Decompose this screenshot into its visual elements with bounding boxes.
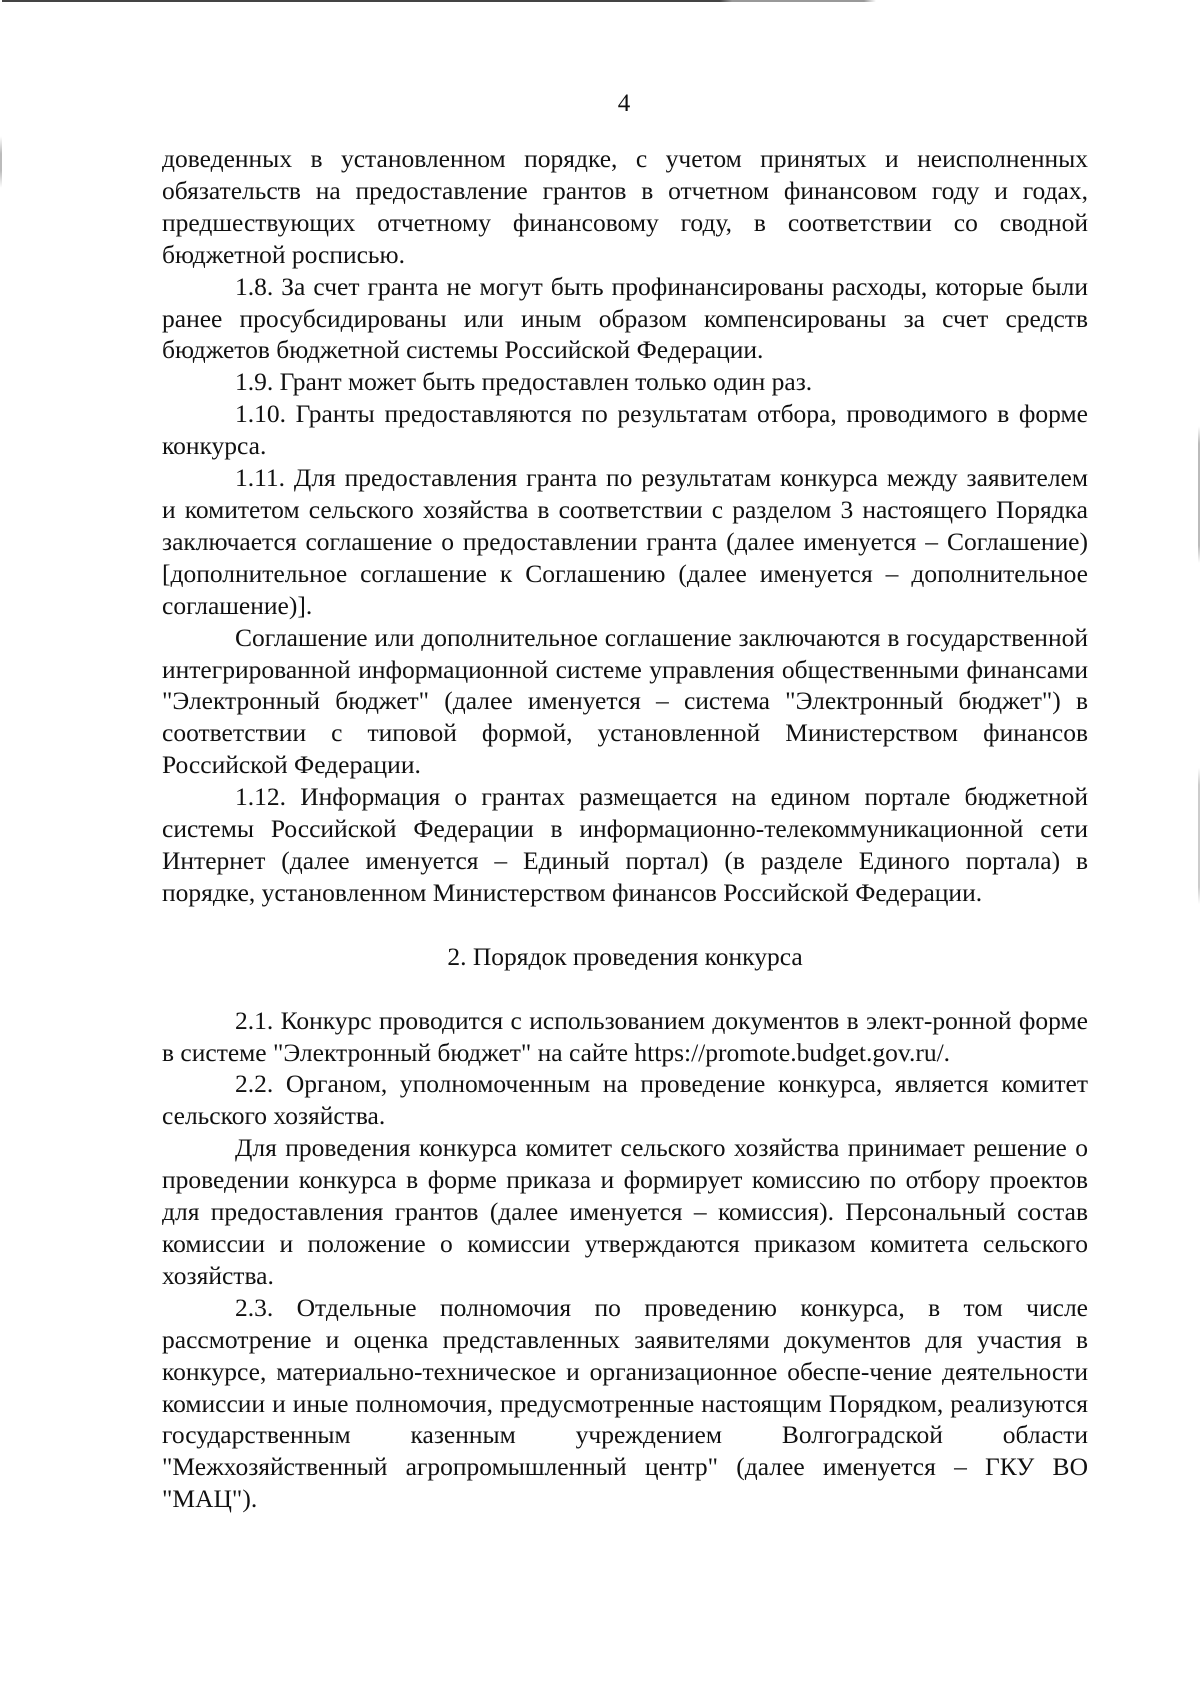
paragraph-1-12: 1.12. Информация о грантах размещается на едином портале бюджетной системы Российской Федерации в информационно-телекоммуникационной сети Интернет (далее именуется – Единый портал) (в разделе Единого портала) в порядке, установленном Министерством финансов Российской Федерации.: [162, 782, 1088, 907]
paragraph-1-9: 1.9. Грант может быть предоставлен только один раз.: [235, 367, 813, 397]
scan-edge-left: [0, 0, 2, 1706]
page-number: 4: [617, 90, 631, 117]
paragraph-2-3: 2.3. Отдельные полномочия по проведению конкурса, в том числе рассмотрение и оценка представленных заявителями документов для участия в конкурсе, материально-техническое и организационное обеспе-чение деятельности комиссии и иные полномочия, предусмотренные настоящим Порядком, реализуются государственным казенным учреждением Волгоградской области "Межхозяйственный агропромышленный центр" (далее именуется – ГКУ ВО "МАЦ").: [162, 1292, 1088, 1514]
paragraph-commission: Для проведения конкурса комитет сельского хозяйства принимает решение о проведении конкурса в форме приказа и формирует комиссию по отбору проектов для предоставления грантов (далее именуется – комиссия). Персональный состав комиссии и положение о комиссии утверждаются приказом комитета сельского хозяйства.: [162, 1133, 1088, 1290]
paragraph-2-2: 2.2. Органом, уполномоченным на проведение конкурса, является комитет сельского хозяйства.: [162, 1069, 1088, 1131]
paragraph-2-1: 2.1. Конкурс проводится с использованием документов в элект-ронной форме в системе "Электронный бюджет" на сайте https://promote.budget.gov.ru/.: [162, 1005, 1088, 1067]
paragraph-continuation: доведенных в установленном порядке, с учетом принятых и неисполненных обязательств на предоставление грантов в отчетном финансовом году и годах, предшествующих отчетному финансовому году, в соответствии со сводной бюджетной росписью.: [162, 144, 1088, 269]
paragraph-1-8: 1.8. За счет гранта не могут быть профинансированы расходы, которые были ранее просубсидированы или иным образом компенсированы за счет средств бюджетов бюджетной системы Российской Федерации.: [162, 271, 1088, 365]
paragraph-agreement: Соглашение или дополнительное соглашение заключаются в государственной интегрированной информационной системе управления общественными финансами "Электронный бюджет" (далее именуется – система "Электронный бюджет") в соответствии с типовой формой, установленной Министерством финансов Российской Федерации.: [162, 622, 1088, 780]
scan-edge-top: [0, 0, 1200, 2]
paragraph-1-10: 1.10. Гранты предоставляются по результатам отбора, проводимого в форме конкурса.: [162, 399, 1088, 461]
document-body: [162, 143, 1088, 1515]
paragraph-1-11: 1.11. Для предоставления гранта по результатам конкурса между заявителем и комитетом сельского хозяйства в соответствии с разделом 3 настоящего Порядка заключается соглашение о предоставлении гранта (далее именуется – Соглашение) [дополнительное соглашение к Соглашению (далее именуется – дополнительное соглашение)].: [162, 463, 1088, 620]
section-heading: 2. Порядок проведения конкурса: [447, 941, 803, 971]
